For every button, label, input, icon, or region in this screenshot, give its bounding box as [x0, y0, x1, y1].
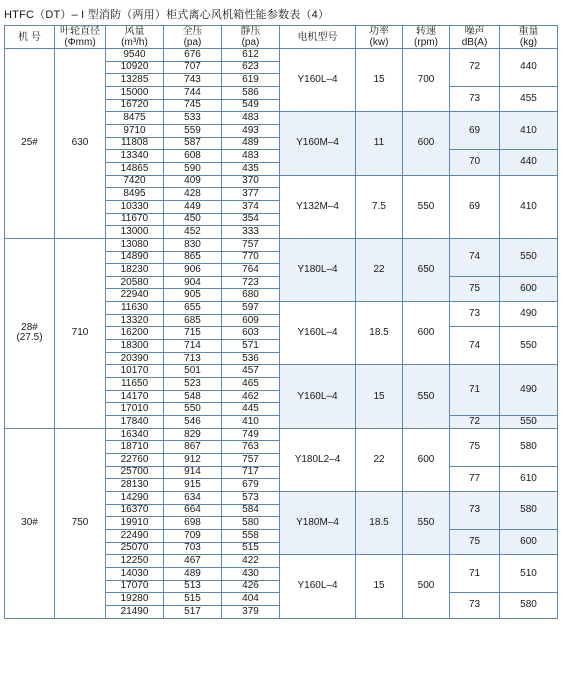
static-pressure-cell: 457 [222, 365, 280, 378]
noise-cell: 72 [450, 416, 500, 429]
machine-no-cell: 30# [5, 428, 55, 618]
static-pressure-cell: 493 [222, 124, 280, 137]
static-pressure-cell: 584 [222, 504, 280, 517]
header-total-pressure: 全压 (pa) [164, 26, 222, 49]
total-pressure-cell: 915 [164, 479, 222, 492]
machine-no-cell: 25# [5, 49, 55, 239]
motor-model-cell: Y160L–4 [280, 49, 356, 112]
noise-cell: 75 [450, 529, 500, 554]
airflow-cell: 12250 [106, 555, 164, 568]
static-pressure-cell: 483 [222, 150, 280, 163]
total-pressure-cell: 523 [164, 378, 222, 391]
total-pressure-cell: 685 [164, 314, 222, 327]
static-pressure-cell: 764 [222, 264, 280, 277]
noise-cell: 73 [450, 491, 500, 529]
static-pressure-cell: 558 [222, 529, 280, 542]
airflow-cell: 16720 [106, 99, 164, 112]
power-cell: 15 [356, 49, 403, 112]
power-cell: 15 [356, 365, 403, 428]
header-noise: 噪声 dB(A) [450, 26, 500, 49]
total-pressure-cell: 867 [164, 441, 222, 454]
airflow-cell: 20390 [106, 352, 164, 365]
static-pressure-cell: 619 [222, 74, 280, 87]
total-pressure-cell: 450 [164, 213, 222, 226]
total-pressure-cell: 513 [164, 580, 222, 593]
speed-cell: 550 [403, 491, 450, 554]
airflow-cell: 7420 [106, 175, 164, 188]
static-pressure-cell: 462 [222, 390, 280, 403]
speed-cell: 550 [403, 365, 450, 428]
total-pressure-cell: 703 [164, 542, 222, 555]
power-cell: 18.5 [356, 491, 403, 554]
weight-cell: 490 [500, 302, 558, 327]
static-pressure-cell: 603 [222, 327, 280, 340]
table-row [5, 238, 558, 251]
airflow-cell: 16370 [106, 504, 164, 517]
power-cell: 22 [356, 238, 403, 301]
static-pressure-cell: 354 [222, 213, 280, 226]
impeller-diameter-cell: 750 [55, 428, 106, 618]
weight-cell: 410 [500, 175, 558, 238]
noise-cell: 77 [450, 466, 500, 491]
airflow-cell: 14290 [106, 491, 164, 504]
airflow-cell: 14865 [106, 162, 164, 175]
total-pressure-cell: 590 [164, 162, 222, 175]
static-pressure-cell: 379 [222, 605, 280, 618]
impeller-diameter-cell: 630 [55, 49, 106, 239]
total-pressure-cell: 743 [164, 74, 222, 87]
weight-cell: 510 [500, 555, 558, 593]
total-pressure-cell: 904 [164, 276, 222, 289]
speed-cell: 700 [403, 49, 450, 112]
total-pressure-cell: 914 [164, 466, 222, 479]
static-pressure-cell: 612 [222, 49, 280, 62]
weight-cell: 580 [500, 428, 558, 466]
total-pressure-cell: 489 [164, 567, 222, 580]
static-pressure-cell: 680 [222, 289, 280, 302]
performance-table [4, 25, 558, 619]
machine-no-cell: 28# (27.5) [5, 238, 55, 428]
total-pressure-cell: 515 [164, 593, 222, 606]
static-pressure-cell: 549 [222, 99, 280, 112]
speed-cell: 600 [403, 428, 450, 491]
airflow-cell: 17010 [106, 403, 164, 416]
total-pressure-cell: 698 [164, 517, 222, 530]
airflow-cell: 19280 [106, 593, 164, 606]
airflow-cell: 10170 [106, 365, 164, 378]
noise-cell: 73 [450, 302, 500, 327]
total-pressure-cell: 912 [164, 454, 222, 467]
noise-cell: 75 [450, 276, 500, 301]
airflow-cell: 14890 [106, 251, 164, 264]
total-pressure-cell: 409 [164, 175, 222, 188]
total-pressure-cell: 709 [164, 529, 222, 542]
header-weight: 重量 (kg) [500, 26, 558, 49]
noise-cell: 74 [450, 327, 500, 365]
header-airflow: 风量 (m³/h) [106, 26, 164, 49]
airflow-cell: 20580 [106, 276, 164, 289]
airflow-cell: 10920 [106, 61, 164, 74]
airflow-cell: 28130 [106, 479, 164, 492]
airflow-cell: 13285 [106, 74, 164, 87]
noise-cell: 69 [450, 175, 500, 238]
airflow-cell: 16340 [106, 428, 164, 441]
static-pressure-cell: 609 [222, 314, 280, 327]
static-pressure-cell: 573 [222, 491, 280, 504]
weight-cell: 580 [500, 491, 558, 529]
weight-cell: 490 [500, 365, 558, 416]
noise-cell: 73 [450, 86, 500, 111]
page-title: HTFC（DT）– I 型消防（两用）柜式离心风机箱性能参数表（4） [4, 9, 330, 21]
airflow-cell: 21490 [106, 605, 164, 618]
airflow-cell: 25700 [106, 466, 164, 479]
static-pressure-cell: 377 [222, 188, 280, 201]
weight-cell: 600 [500, 276, 558, 301]
power-cell: 11 [356, 112, 403, 175]
total-pressure-cell: 449 [164, 200, 222, 213]
airflow-cell: 14170 [106, 390, 164, 403]
total-pressure-cell: 533 [164, 112, 222, 125]
total-pressure-cell: 744 [164, 86, 222, 99]
motor-model-cell: Y180M–4 [280, 491, 356, 554]
static-pressure-cell: 333 [222, 226, 280, 239]
static-pressure-cell: 426 [222, 580, 280, 593]
airflow-cell: 22940 [106, 289, 164, 302]
weight-cell: 610 [500, 466, 558, 491]
noise-cell: 73 [450, 593, 500, 618]
static-pressure-cell: 422 [222, 555, 280, 568]
header-machine-no: 机 号 [5, 26, 55, 49]
power-cell: 22 [356, 428, 403, 491]
noise-cell: 70 [450, 150, 500, 175]
total-pressure-cell: 714 [164, 340, 222, 353]
airflow-cell: 13080 [106, 238, 164, 251]
static-pressure-cell: 374 [222, 200, 280, 213]
airflow-cell: 9710 [106, 124, 164, 137]
airflow-cell: 25070 [106, 542, 164, 555]
total-pressure-cell: 467 [164, 555, 222, 568]
total-pressure-cell: 550 [164, 403, 222, 416]
airflow-cell: 22490 [106, 529, 164, 542]
header-static-pressure: 静压 (pa) [222, 26, 280, 49]
static-pressure-cell: 679 [222, 479, 280, 492]
airflow-cell: 16200 [106, 327, 164, 340]
motor-model-cell: Y180L–4 [280, 238, 356, 301]
total-pressure-cell: 548 [164, 390, 222, 403]
noise-cell: 69 [450, 112, 500, 150]
noise-cell: 75 [450, 428, 500, 466]
weight-cell: 550 [500, 327, 558, 365]
airflow-cell: 13340 [106, 150, 164, 163]
total-pressure-cell: 865 [164, 251, 222, 264]
weight-cell: 410 [500, 112, 558, 150]
table-body [5, 49, 558, 619]
speed-cell: 600 [403, 302, 450, 365]
airflow-cell: 10330 [106, 200, 164, 213]
total-pressure-cell: 655 [164, 302, 222, 315]
total-pressure-cell: 676 [164, 49, 222, 62]
speed-cell: 500 [403, 555, 450, 618]
motor-model-cell: Y180L2–4 [280, 428, 356, 491]
total-pressure-cell: 906 [164, 264, 222, 277]
noise-cell: 71 [450, 555, 500, 593]
total-pressure-cell: 517 [164, 605, 222, 618]
static-pressure-cell: 404 [222, 593, 280, 606]
airflow-cell: 22760 [106, 454, 164, 467]
static-pressure-cell: 489 [222, 137, 280, 150]
weight-cell: 580 [500, 593, 558, 618]
static-pressure-cell: 717 [222, 466, 280, 479]
weight-cell: 550 [500, 416, 558, 429]
static-pressure-cell: 597 [222, 302, 280, 315]
total-pressure-cell: 664 [164, 504, 222, 517]
airflow-cell: 19910 [106, 517, 164, 530]
weight-cell: 440 [500, 49, 558, 87]
speed-cell: 650 [403, 238, 450, 301]
total-pressure-cell: 830 [164, 238, 222, 251]
noise-cell: 72 [450, 49, 500, 87]
airflow-cell: 14030 [106, 567, 164, 580]
total-pressure-cell: 634 [164, 491, 222, 504]
static-pressure-cell: 430 [222, 567, 280, 580]
static-pressure-cell: 370 [222, 175, 280, 188]
power-cell: 18.5 [356, 302, 403, 365]
static-pressure-cell: 757 [222, 238, 280, 251]
static-pressure-cell: 749 [222, 428, 280, 441]
static-pressure-cell: 515 [222, 542, 280, 555]
airflow-cell: 18230 [106, 264, 164, 277]
speed-cell: 600 [403, 112, 450, 175]
weight-cell: 550 [500, 238, 558, 276]
motor-model-cell: Y160L–4 [280, 365, 356, 428]
total-pressure-cell: 587 [164, 137, 222, 150]
total-pressure-cell: 905 [164, 289, 222, 302]
airflow-cell: 11808 [106, 137, 164, 150]
airflow-cell: 17840 [106, 416, 164, 429]
static-pressure-cell: 757 [222, 454, 280, 467]
airflow-cell: 8475 [106, 112, 164, 125]
total-pressure-cell: 707 [164, 61, 222, 74]
weight-cell: 600 [500, 529, 558, 554]
airflow-cell: 18710 [106, 441, 164, 454]
impeller-diameter-cell: 710 [55, 238, 106, 428]
motor-model-cell: Y160M–4 [280, 112, 356, 175]
static-pressure-cell: 465 [222, 378, 280, 391]
static-pressure-cell: 586 [222, 86, 280, 99]
noise-cell: 71 [450, 365, 500, 416]
static-pressure-cell: 483 [222, 112, 280, 125]
airflow-cell: 17070 [106, 580, 164, 593]
table-row [5, 49, 558, 62]
static-pressure-cell: 445 [222, 403, 280, 416]
total-pressure-cell: 452 [164, 226, 222, 239]
total-pressure-cell: 501 [164, 365, 222, 378]
header-speed: 转速 (rpm) [403, 26, 450, 49]
header-power: 功率 (kw) [356, 26, 403, 49]
airflow-cell: 11630 [106, 302, 164, 315]
header-motor-model: 电机型号 [280, 26, 356, 49]
airflow-cell: 9540 [106, 49, 164, 62]
airflow-cell: 11650 [106, 378, 164, 391]
total-pressure-cell: 546 [164, 416, 222, 429]
motor-model-cell: Y160L–4 [280, 302, 356, 365]
static-pressure-cell: 580 [222, 517, 280, 530]
static-pressure-cell: 623 [222, 61, 280, 74]
total-pressure-cell: 713 [164, 352, 222, 365]
airflow-cell: 18300 [106, 340, 164, 353]
airflow-cell: 13000 [106, 226, 164, 239]
total-pressure-cell: 829 [164, 428, 222, 441]
power-cell: 15 [356, 555, 403, 618]
static-pressure-cell: 723 [222, 276, 280, 289]
total-pressure-cell: 608 [164, 150, 222, 163]
table-row [5, 428, 558, 441]
total-pressure-cell: 745 [164, 99, 222, 112]
total-pressure-cell: 559 [164, 124, 222, 137]
static-pressure-cell: 536 [222, 352, 280, 365]
airflow-cell: 13320 [106, 314, 164, 327]
header-impeller-diameter: 叶轮直径 (Φmm) [55, 26, 106, 49]
motor-model-cell: Y160L–4 [280, 555, 356, 618]
static-pressure-cell: 763 [222, 441, 280, 454]
power-cell: 7.5 [356, 175, 403, 238]
airflow-cell: 11670 [106, 213, 164, 226]
airflow-cell: 8495 [106, 188, 164, 201]
weight-cell: 440 [500, 150, 558, 175]
weight-cell: 455 [500, 86, 558, 111]
noise-cell: 74 [450, 238, 500, 276]
table-header [5, 26, 558, 49]
static-pressure-cell: 571 [222, 340, 280, 353]
speed-cell: 550 [403, 175, 450, 238]
total-pressure-cell: 428 [164, 188, 222, 201]
static-pressure-cell: 435 [222, 162, 280, 175]
airflow-cell: 15000 [106, 86, 164, 99]
motor-model-cell: Y132M–4 [280, 175, 356, 238]
static-pressure-cell: 770 [222, 251, 280, 264]
total-pressure-cell: 715 [164, 327, 222, 340]
static-pressure-cell: 410 [222, 416, 280, 429]
